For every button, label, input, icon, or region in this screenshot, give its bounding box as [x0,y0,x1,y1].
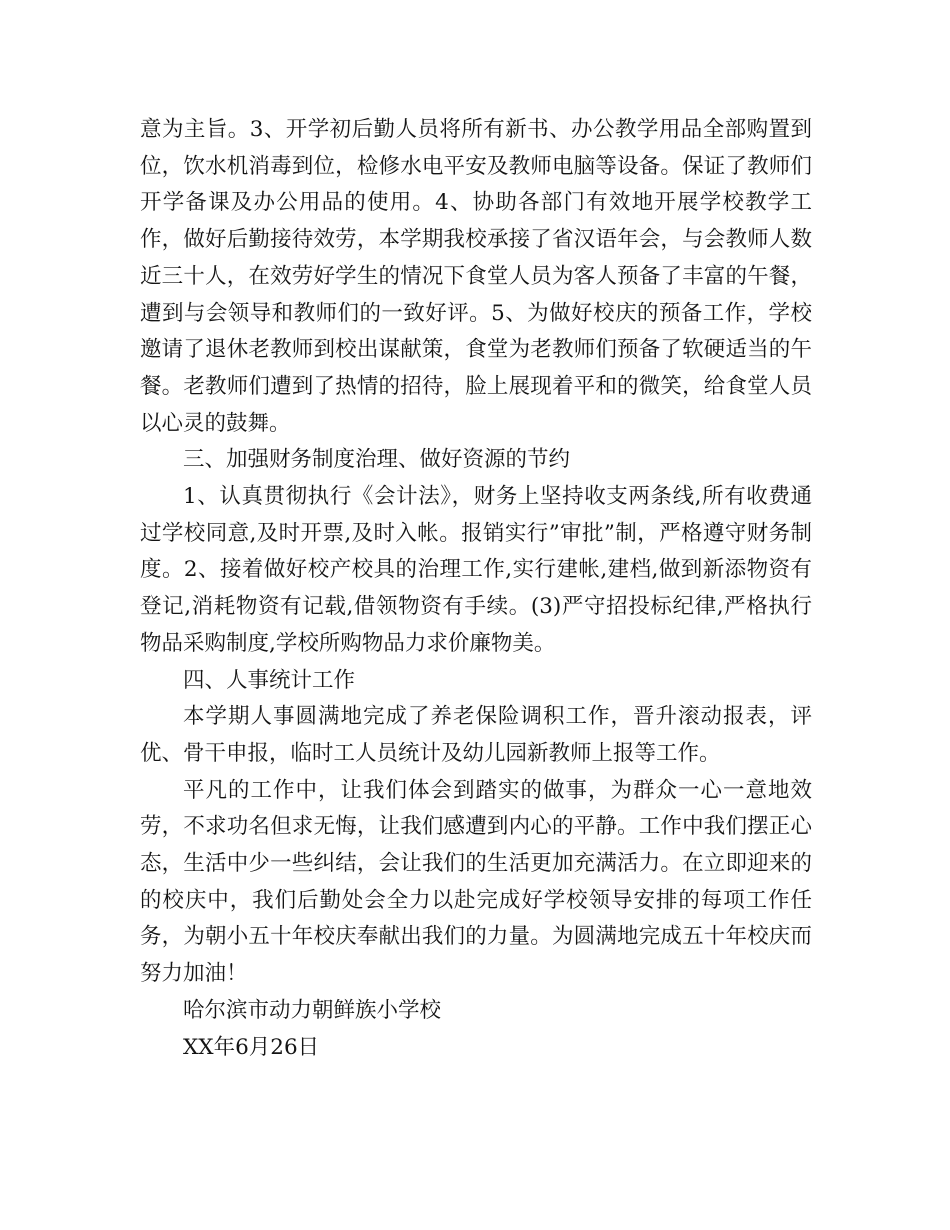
section-heading-personnel: 四、人事统计工作 [183,667,356,693]
signature-organization: 哈尔滨市动力朝鲜族小学校 [183,997,442,1023]
paragraph-finance: 1、认真贯彻执行《会计法》，财务上坚持收支两条线,所有收费通过学校同意,及时开票,及时入帐。报销实行”审批”制，严格遵守财务制度。2、接着做好校产校具的治理工作,实行建帐,建档,做到新添物资有登记,消耗物资有记载,借领物资有手续。(3)严守招投标纪律,严格执行物品采购制度,学校所购物品力求价廉物美。 [140,484,812,656]
paragraph-personnel: 本学期人事圆满地完成了养老保险调积工作，晋升滚动报表，评优、骨干申报，临时工人员统计及幼儿园新教师上报等工作。 [140,704,812,766]
section-heading-finance: 三、加强财务制度治理、做好资源的节约 [183,447,571,473]
signature-date: XX年6月26日 [183,1034,320,1060]
document-body [140,112,812,1066]
paragraph-conclusion: 平凡的工作中，让我们体会到踏实的做事，为群众一心一意地效劳，不求功名但求无悔，让我们感遭到内心的平静。工作中我们摆正心态，生活中少一些纠结，会让我们的生活更加充满活力。在立即迎来的的校庆中，我们后勤处会全力以赴完成好学校领导安排的每项工作任务，为朝小五十年校庆奉献出我们的力量。为圆满地完成五十年校庆而努力加油！ [140,777,812,987]
paragraph-logistics-continued: 意为主旨。3、开学初后勤人员将所有新书、办公教学用品全部购置到位，饮水机消毒到位，检修水电平安及教师电脑等设备。保证了教师们开学备课及办公用品的使用。4、协助各部门有效地开展学校教学工作，做好后勤接待效劳，本学期我校承接了省汉语年会，与会教师人数近三十人，在效劳好学生的情况下食堂人员为客人预备了丰富的午餐，遭到与会领导和教师们的一致好评。5、为做好校庆的预备工作，学校邀请了退休老教师到校出谋献策，食堂为老教师们预备了软硬适当的午餐。老教师们遭到了热情的招待，脸上展现着平和的微笑，给食堂人员以心灵的鼓舞。 [140,117,812,436]
